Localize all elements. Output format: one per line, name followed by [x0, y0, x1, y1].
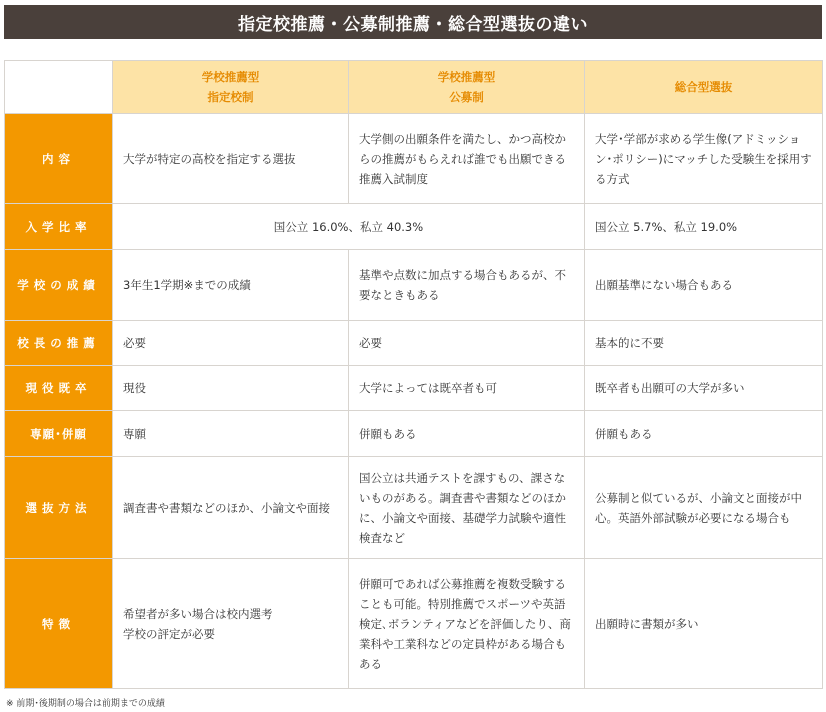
- cell-naiyou-koubo: 大学側の出願条件を満たし、かつ高校からの推薦がもらえれば誰でも出願できる推薦入試制度: [349, 114, 585, 204]
- table-row-genkisotsu: [5, 366, 823, 411]
- cell-sengan-koubo: 併願もある: [349, 411, 585, 457]
- table-row-naiyou: [5, 114, 823, 204]
- column-header-sougou: [585, 61, 823, 114]
- cell-kouchou-koubo: 必要: [349, 321, 585, 366]
- cell-genkisotsu-shitei: 現役: [113, 366, 349, 411]
- cell-genkisotsu-sougou: 既卒者も出願可の大学が多い: [585, 366, 823, 411]
- table-row-seiseki: [5, 250, 823, 321]
- table-row-hiritsu: [5, 204, 823, 250]
- column-header-line1: 学校推薦型: [437, 70, 496, 84]
- cell-naiyou-shitei: 大学が特定の高校を指定する選抜: [113, 114, 349, 204]
- table-corner-cell: [5, 61, 113, 114]
- footnote: ※ 前期･後期制の場合は前期までの成績: [6, 699, 165, 709]
- row-label-seiseki: 学校の成績: [5, 250, 113, 321]
- cell-seiseki-sougou: 出願基準にない場合もある: [585, 250, 823, 321]
- column-header-line1: 学校推薦型: [201, 70, 260, 84]
- row-label-tokuchou: 特徴: [5, 559, 113, 689]
- cell-houhou-shitei: 調査書や書類などのほか、小論文や面接: [113, 457, 349, 559]
- cell-kouchou-sougou: 基本的に不要: [585, 321, 823, 366]
- cell-tokuchou-shitei: [113, 559, 349, 689]
- cell-line: 希望者が多い場合は校内選考: [123, 606, 273, 621]
- cell-line: 学校の評定が必要: [123, 626, 215, 641]
- page-title: 指定校推薦・公募制推薦・総合型選抜の違い: [4, 5, 822, 39]
- cell-houhou-koubo: 国公立は共通テストを課すもの、課さないものがある。調査書や書類などのほかに、小論文や面接、基礎学力試験や適性検査など: [349, 457, 585, 559]
- column-header-koubo: [349, 61, 585, 114]
- cell-kouchou-shitei: 必要: [113, 321, 349, 366]
- table-header-row: [5, 61, 823, 114]
- cell-houhou-sougou: 公募制と似ているが、小論文と面接が中心。英語外部試験が必要になる場合も: [585, 457, 823, 559]
- cell-naiyou-sougou: 大学･学部が求める学生像(アドミッション･ポリシー)にマッチした受験生を採用する方式: [585, 114, 823, 204]
- row-label-hiritsu: 入学比率: [5, 204, 113, 250]
- table-row-sengan: [5, 411, 823, 457]
- cell-genkisotsu-koubo: 大学によっては既卒者も可: [349, 366, 585, 411]
- cell-tokuchou-koubo: 併願可であれば公募推薦を複数受験することも可能。特別推薦でスポーツや英語検定､ボランティアなどを評価したり、商業科や工業科などの定員枠がある場合もある: [349, 559, 585, 689]
- cell-sengan-sougou: 併願もある: [585, 411, 823, 457]
- comparison-table: [4, 60, 823, 689]
- table-row-kouchou: [5, 321, 823, 366]
- cell-hiritsu-sougou: 国公立 5.7%、私立 19.0%: [585, 204, 823, 250]
- row-label-sengan: 専願･併願: [5, 411, 113, 457]
- row-label-houhou: 選抜方法: [5, 457, 113, 559]
- cell-hiritsu-suisen: 国公立 16.0%、私立 40.3%: [113, 204, 585, 250]
- cell-seiseki-shitei: 3年生1学期※までの成績: [113, 250, 349, 321]
- cell-tokuchou-sougou: 出願時に書類が多い: [585, 559, 823, 689]
- column-header-line1: 総合型選抜: [674, 80, 733, 94]
- cell-sengan-shitei: 専願: [113, 411, 349, 457]
- row-label-naiyou: 内容: [5, 114, 113, 204]
- column-header-line2: 公募制: [449, 90, 484, 104]
- column-header-shitei: [113, 61, 349, 114]
- row-label-genkisotsu: 現役既卒: [5, 366, 113, 411]
- row-label-kouchou: 校長の推薦: [5, 321, 113, 366]
- table-row-tokuchou: [5, 559, 823, 689]
- table-row-houhou: [5, 457, 823, 559]
- cell-seiseki-koubo: 基準や点数に加点する場合もあるが、不要なときもある: [349, 250, 585, 321]
- column-header-line2: 指定校制: [207, 90, 254, 104]
